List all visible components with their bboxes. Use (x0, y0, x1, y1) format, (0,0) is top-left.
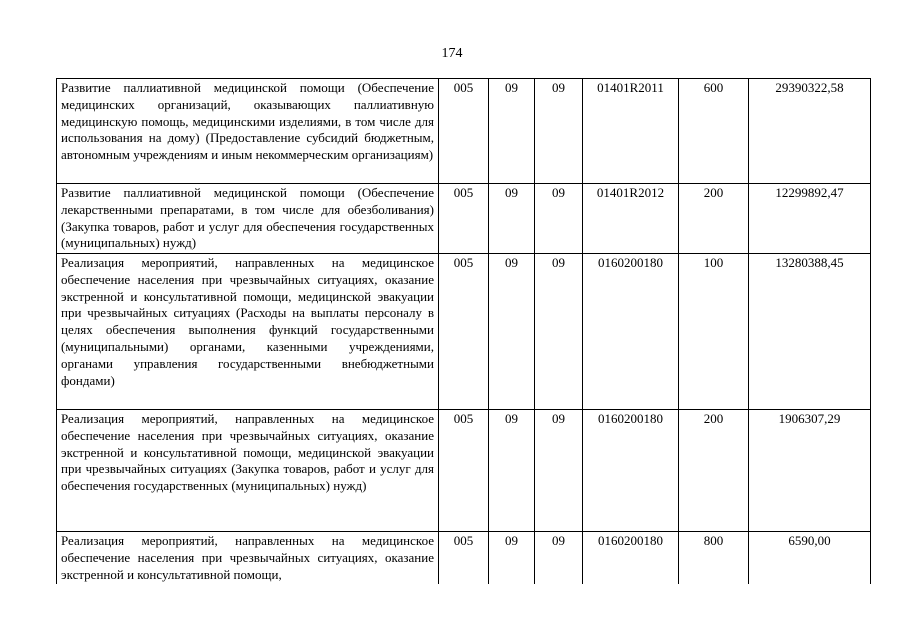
table-row (57, 184, 871, 254)
target-article-code: 01401R2011 (583, 79, 679, 184)
row-description: Развитие паллиативной медицинской помощи (Обеспечение медицинских организаций, оказывающих паллиативную медицинскую помощь, медицинскими изделиями, в том числе для использования на дому) (Предоставление субсидий бюджетным, автономным учреждениям и иным некоммерческим организациям) (57, 79, 439, 184)
amount: 6590,00 (749, 532, 871, 584)
expense-type-code: 200 (679, 410, 749, 532)
amount: 13280388,45 (749, 254, 871, 410)
expense-type-code: 100 (679, 254, 749, 410)
amount: 1906307,29 (749, 410, 871, 532)
ministry-code: 005 (439, 254, 489, 410)
row-description: Развитие паллиативной медицинской помощи (Обеспечение лекарственными препаратами, в том числе для обезболивания) (Закупка товаров, работ и услуг для обеспечения государственных (муниципальных) нужд) (57, 184, 439, 254)
expense-type-code: 800 (679, 532, 749, 584)
subsection-code: 09 (535, 532, 583, 584)
page-number: 174 (441, 46, 463, 61)
section-code: 09 (489, 532, 535, 584)
budget-table (56, 78, 871, 584)
subsection-code: 09 (535, 410, 583, 532)
ministry-code: 005 (439, 79, 489, 184)
subsection-code: 09 (535, 184, 583, 254)
table-row (57, 532, 871, 584)
amount: 12299892,47 (749, 184, 871, 254)
ministry-code: 005 (439, 184, 489, 254)
row-description: Реализация мероприятий, направленных на медицинское обеспечение населения при чрезвычайных ситуациях, оказание экстренной и консультативной помощи, медицинской эвакуации при чрезвычайных ситуациях (Закупка товаров, работ и услуг для обеспечения государственных (муниципальных) нужд) (57, 410, 439, 532)
target-article-code: 01401R2012 (583, 184, 679, 254)
table-row (57, 410, 871, 532)
table-row (57, 79, 871, 184)
table-row (57, 254, 871, 410)
section-code: 09 (489, 184, 535, 254)
target-article-code: 0160200180 (583, 532, 679, 584)
target-article-code: 0160200180 (583, 254, 679, 410)
section-code: 09 (489, 254, 535, 410)
amount: 29390322,58 (749, 79, 871, 184)
expense-type-code: 200 (679, 184, 749, 254)
subsection-code: 09 (535, 254, 583, 410)
expense-type-code: 600 (679, 79, 749, 184)
ministry-code: 005 (439, 410, 489, 532)
row-description: Реализация мероприятий, направленных на медицинское обеспечение населения при чрезвычайных ситуациях, оказание экстренной и консультативной помощи, медицинской эвакуации при чрезвычайных ситуациях (Расходы на выплаты персоналу в целях обеспечения выполнения функций государственными (муниципальными) органами, казенными учреждениями, органами управления государственными внебюджетными фондами) (57, 254, 439, 410)
row-description: Реализация мероприятий, направленных на медицинское обеспечение населения при чрезвычайных ситуациях, оказание экстренной и консультативной помощи, (57, 532, 439, 584)
target-article-code: 0160200180 (583, 410, 679, 532)
section-code: 09 (489, 410, 535, 532)
ministry-code: 005 (439, 532, 489, 584)
section-code: 09 (489, 79, 535, 184)
subsection-code: 09 (535, 79, 583, 184)
